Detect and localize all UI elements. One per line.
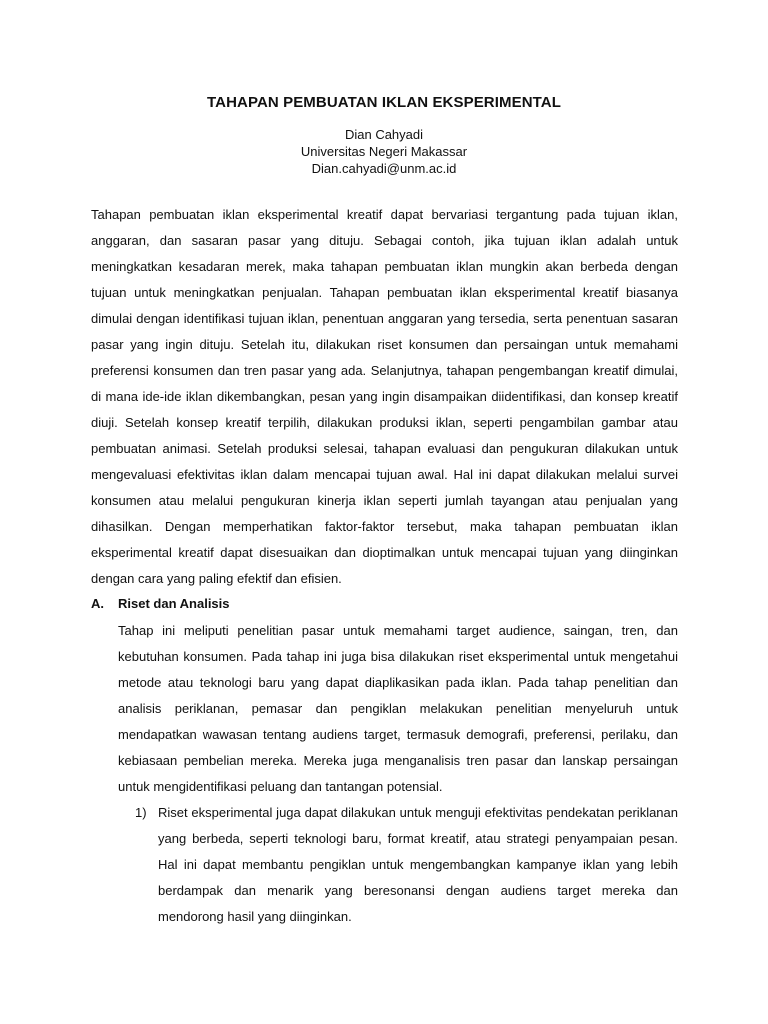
author-name: Dian Cahyadi (344, 127, 424, 142)
section-heading (91, 594, 230, 614)
section-marker: A. (91, 596, 104, 611)
author-affiliation: Universitas Negeri Makassar (300, 144, 468, 159)
list-item (135, 800, 678, 930)
author-block (0, 126, 768, 177)
section-paragraph: Tahap ini meliputi penelitian pasar untuk memahami target audience, saingan, tren, dan kebutuhan konsumen. Pada tahap ini juga bisa dilakukan riset eksperimental untuk mengetahui metode atau teknologi baru yang dapat diaplikasikan pada iklan. Pada tahap penelitian dan analisis periklanan, pemasar dan pengiklan melakukan penelitian menyeluruh untuk mendapatkan wawasan tentang audiens target, termasuk demografi, preferensi, perilaku, dan kebiasaan pembelian mereka. Mereka juga menganalisis tren pasar dan lanskap persaingan untuk mengidentifikasi peluang dan tantangan potensial. (118, 623, 678, 794)
list-item-text: Riset eksperimental juga dapat dilakukan untuk menguji efektivitas pendekatan periklanan yang berbeda, seperti teknologi baru, format kreatif, atau strategi penyampaian pesan. Hal ini dapat membantu pengiklan untuk mengembangkan kampanye iklan yang lebih berdampak dan menarik yang beresonansi dengan audiens target mereka dan mendorong hasil yang diinginkan. (158, 805, 678, 924)
author-email: Dian.cahyadi@unm.ac.id (311, 161, 457, 176)
section-title: Riset dan Analisis (118, 596, 230, 611)
list-item-number: 1) (135, 805, 147, 820)
intro-paragraph: Tahapan pembuatan iklan eksperimental kreatif dapat bervariasi tergantung pada tujuan iklan, anggaran, dan sasaran pasar yang dituju. Sebagai contoh, jika tujuan iklan adalah untuk meningkatkan kesadaran merek, maka tahapan pembuatan iklan mungkin akan berbeda dengan tujuan untuk meningkatkan penjualan. Tahapan pembuatan iklan eksperimental kreatif biasanya dimulai dengan identifikasi tujuan iklan, penentuan anggaran yang tersedia, serta penentuan sasaran pasar yang ingin dituju. Setelah itu, dilakukan riset konsumen dan persaingan untuk memahami preferensi konsumen dan tren pasar yang ada. Selanjutnya, tahapan pengembangan kreatif dimulai, di mana ide-ide iklan dikembangkan, pesan yang ingin disampaikan diidentifikasi, dan konsep kreatif diuji. Setelah konsep kreatif terpilih, dilakukan produksi iklan, seperti pengambilan gambar atau pembuatan animasi. Setelah produksi selesai, tahapan evaluasi dan pengukuran dilakukan untuk mengevaluasi efektivitas iklan dalam mencapai tujuan awal. Hal ini dapat dilakukan melalui survei konsumen atau melalui pengukuran kinerja iklan seperti jumlah tayangan atau penjualan yang dihasilkan. Dengan memperhatikan faktor-faktor tersebut, maka tahapan pembuatan iklan eksperimental kreatif dapat disesuaikan dan dioptimalkan untuk mencapai tujuan yang diinginkan dengan cara yang paling efektif dan efisien. (91, 207, 678, 586)
document-title: TAHAPAN PEMBUATAN IKLAN EKSPERIMENTAL (207, 94, 561, 111)
